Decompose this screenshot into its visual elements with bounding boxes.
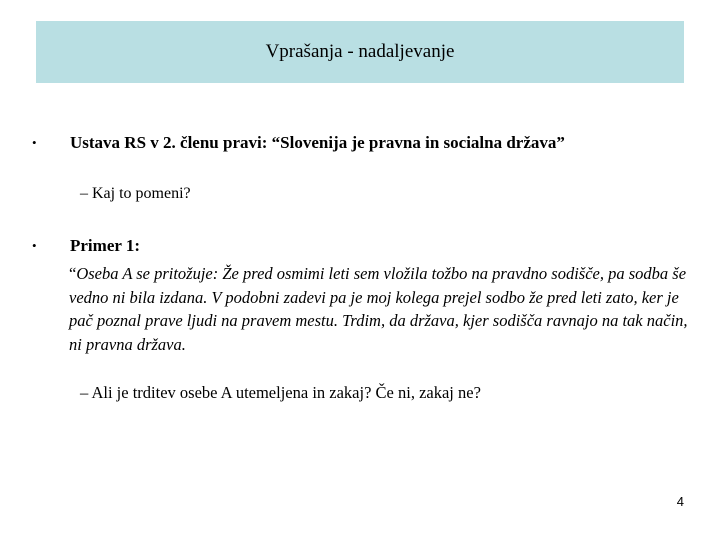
bullet-1-text: Ustava RS v 2. členu pravi: “Slovenija je pravna in socialna država” xyxy=(70,133,565,152)
bullet-2-sub: – Ali je trditev osebe A utemeljena in zakaj? Če ni, zakaj ne? xyxy=(80,383,481,402)
quote-open-mark: “ xyxy=(69,264,77,283)
bullet-2-heading: Primer 1: xyxy=(70,236,141,255)
slide-title: Vprašanja - nadaljevanje xyxy=(265,41,455,62)
bullet-1-sub: – Kaj to pomeni? xyxy=(80,185,191,202)
slide-title-bar xyxy=(36,21,684,83)
bullet-1-marker: • xyxy=(32,135,37,150)
bullet-2-quote xyxy=(69,262,689,356)
page-number: 4 xyxy=(676,494,684,509)
bullet-2-marker: • xyxy=(32,238,37,253)
bullet-2-quote-text: Oseba A se pritožuje: Že pred osmimi leti sem vložila tožbo na pravdno sodišče, pa sodba še vedno ni bila izdana. V podobni zadevi pa je moj kolega prejel sodbo že pred leti zato, ker je pač poznal prave ljudi na pravem mestu. Trdim, da država, kjer sodišča ravnajo na tak način, ni pravna država. xyxy=(69,264,688,354)
